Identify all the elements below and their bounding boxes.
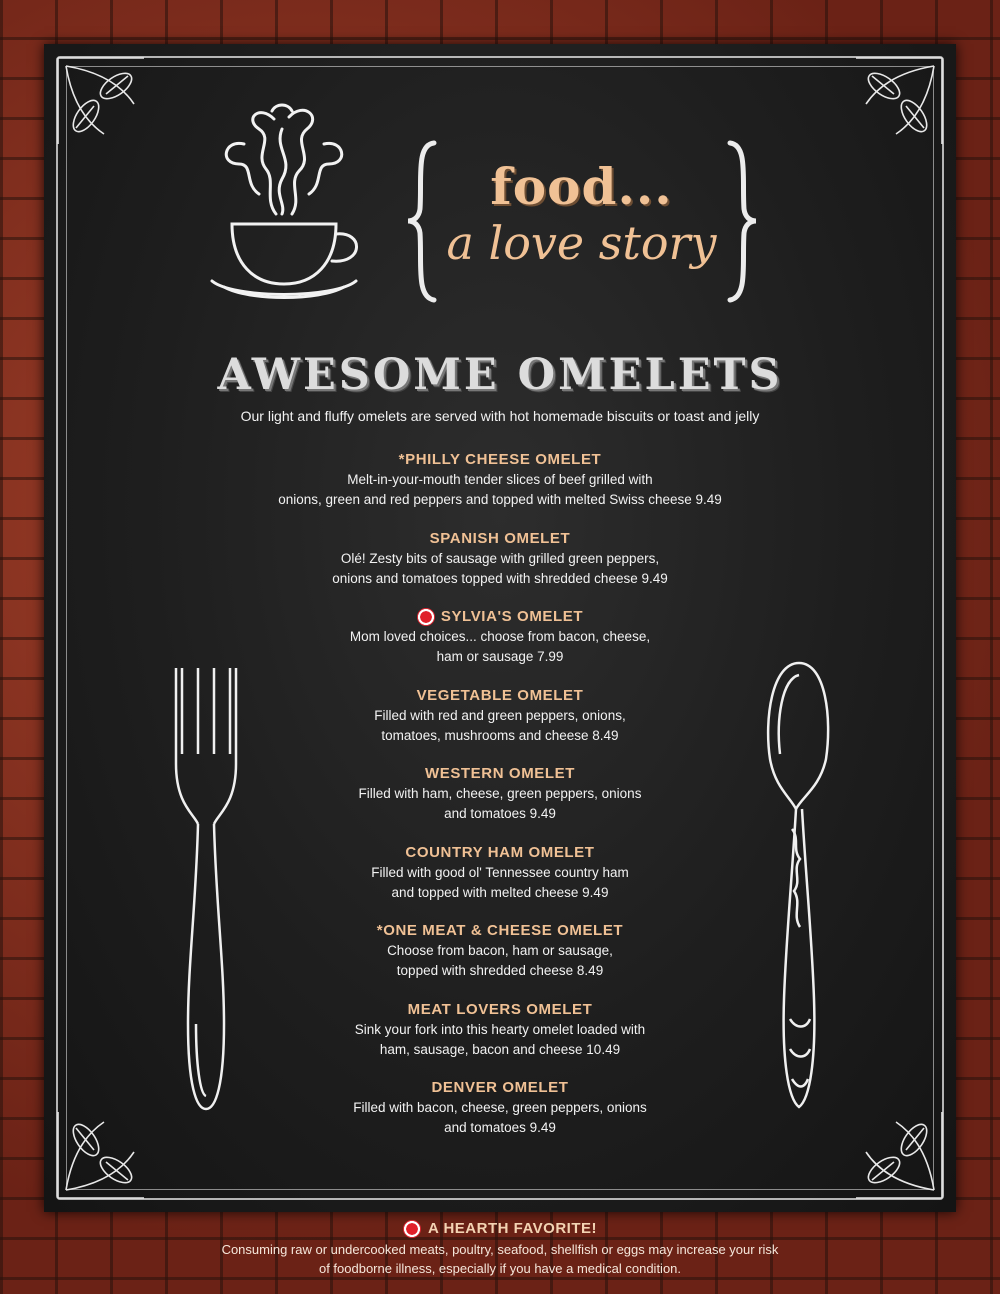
menu-item-title-text: *PHILLY CHEESE OMELET <box>398 451 602 468</box>
menu-item-title-text: SPANISH OMELET <box>429 529 571 547</box>
menu-item-desc: tomatoes, mushrooms and cheese 8.49 <box>381 727 619 743</box>
logo-tagline: a love story <box>446 216 717 270</box>
menu-item-desc: topped with shredded cheese 8.49 <box>396 963 604 978</box>
health-disclaimer: Consuming raw or undercooked meats, poultry, seafood, shellfish or eggs may increase your risk <box>221 1242 779 1257</box>
menu-item-desc: Filled with red and green peppers, onions, <box>374 707 626 723</box>
left-brace-icon <box>404 139 440 304</box>
health-disclaimer: of foodborne illness, especially if you have a medical condition. <box>318 1261 682 1276</box>
menu-item <box>194 843 806 922</box>
menu-item-desc: onions and tomatoes topped with shredded cheese 9.49 <box>332 570 668 586</box>
menu-item <box>194 450 806 529</box>
menu-item-desc: and tomatoes 9.49 <box>444 1120 556 1135</box>
menu-item-title-text: *ONE MEAT & CHEESE OMELET <box>376 922 624 939</box>
logo <box>444 159 719 271</box>
hearth-favorite-label: A HEARTH FAVORITE! <box>428 1220 597 1237</box>
menu-item-desc: Choose from bacon, ham or sausage, <box>387 943 613 958</box>
menu-item-desc: and topped with melted cheese 9.49 <box>391 884 609 900</box>
menu-item <box>194 1000 806 1079</box>
hearth-favorite-icon <box>403 1220 421 1238</box>
menu-item-title <box>194 843 806 863</box>
hearth-favorite-legend <box>0 1218 1000 1240</box>
menu-item-desc: and tomatoes 9.49 <box>444 806 556 821</box>
menu-items <box>194 450 806 1157</box>
menu-item-title <box>194 450 806 470</box>
menu-item-title <box>194 686 806 706</box>
menu-item-desc: Sink your fork into this hearty omelet loaded with <box>354 1021 646 1037</box>
menu-item-desc: Filled with good ol' Tennessee country ham <box>371 864 629 880</box>
menu-item-title <box>194 529 806 549</box>
menu-item <box>194 686 806 765</box>
footer <box>0 1218 1000 1278</box>
menu-item <box>194 1078 806 1157</box>
hearth-favorite-icon <box>417 608 435 626</box>
menu-item-desc: Filled with bacon, cheese, green peppers, onions <box>353 1100 647 1115</box>
menu-item-title <box>194 1000 806 1020</box>
menu-item-title-text: DENVER OMELET <box>431 1079 569 1096</box>
menu-item-desc: Mom loved choices... choose from bacon, cheese, <box>349 629 651 644</box>
menu-item-title-text: VEGETABLE OMELET <box>416 686 584 704</box>
menu-item-desc: ham, sausage, bacon and cheese 10.49 <box>379 1041 621 1057</box>
menu-item-title <box>194 921 806 941</box>
section-subtitle: Our light and fluffy omelets are served with hot homemade biscuits or toast and jelly <box>240 408 760 424</box>
menu-item-title <box>194 764 806 784</box>
menu-item-desc: Filled with ham, cheese, green peppers, onions <box>358 786 642 801</box>
menu-item-title-text: WESTERN OMELET <box>424 765 576 782</box>
menu-item-desc: ham or sausage 7.99 <box>436 649 564 664</box>
menu-item-title-text: SYLVIA'S OMELET <box>440 608 584 625</box>
right-brace-icon <box>724 139 760 304</box>
coffee-cup-icon <box>204 99 364 309</box>
menu-item-title-text: COUNTRY HAM OMELET <box>405 843 595 861</box>
menu-item <box>194 529 806 608</box>
menu-item-desc: Melt-in-your-mouth tender slices of beef grilled with <box>347 472 653 487</box>
corner-flourish-icon <box>44 44 164 164</box>
menu-item-desc: Olé! Zesty bits of sausage with grilled green peppers, <box>340 550 660 566</box>
section-heading: AWESOME OMELETS <box>217 350 783 400</box>
corner-flourish-icon <box>836 44 956 164</box>
menu-item-title <box>194 607 806 627</box>
menu-item <box>194 607 806 686</box>
chalkboard <box>44 44 956 1212</box>
menu-item-desc: onions, green and red peppers and topped with melted Swiss cheese 9.49 <box>278 492 722 507</box>
menu-item <box>194 921 806 1000</box>
menu-item-title-text: MEAT LOVERS OMELET <box>407 1000 593 1018</box>
logo-title: food... <box>490 157 673 216</box>
menu-item <box>194 764 806 843</box>
corner-flourish-icon <box>836 1092 956 1212</box>
corner-flourish-icon <box>44 1092 164 1212</box>
menu-item-title <box>194 1078 806 1098</box>
